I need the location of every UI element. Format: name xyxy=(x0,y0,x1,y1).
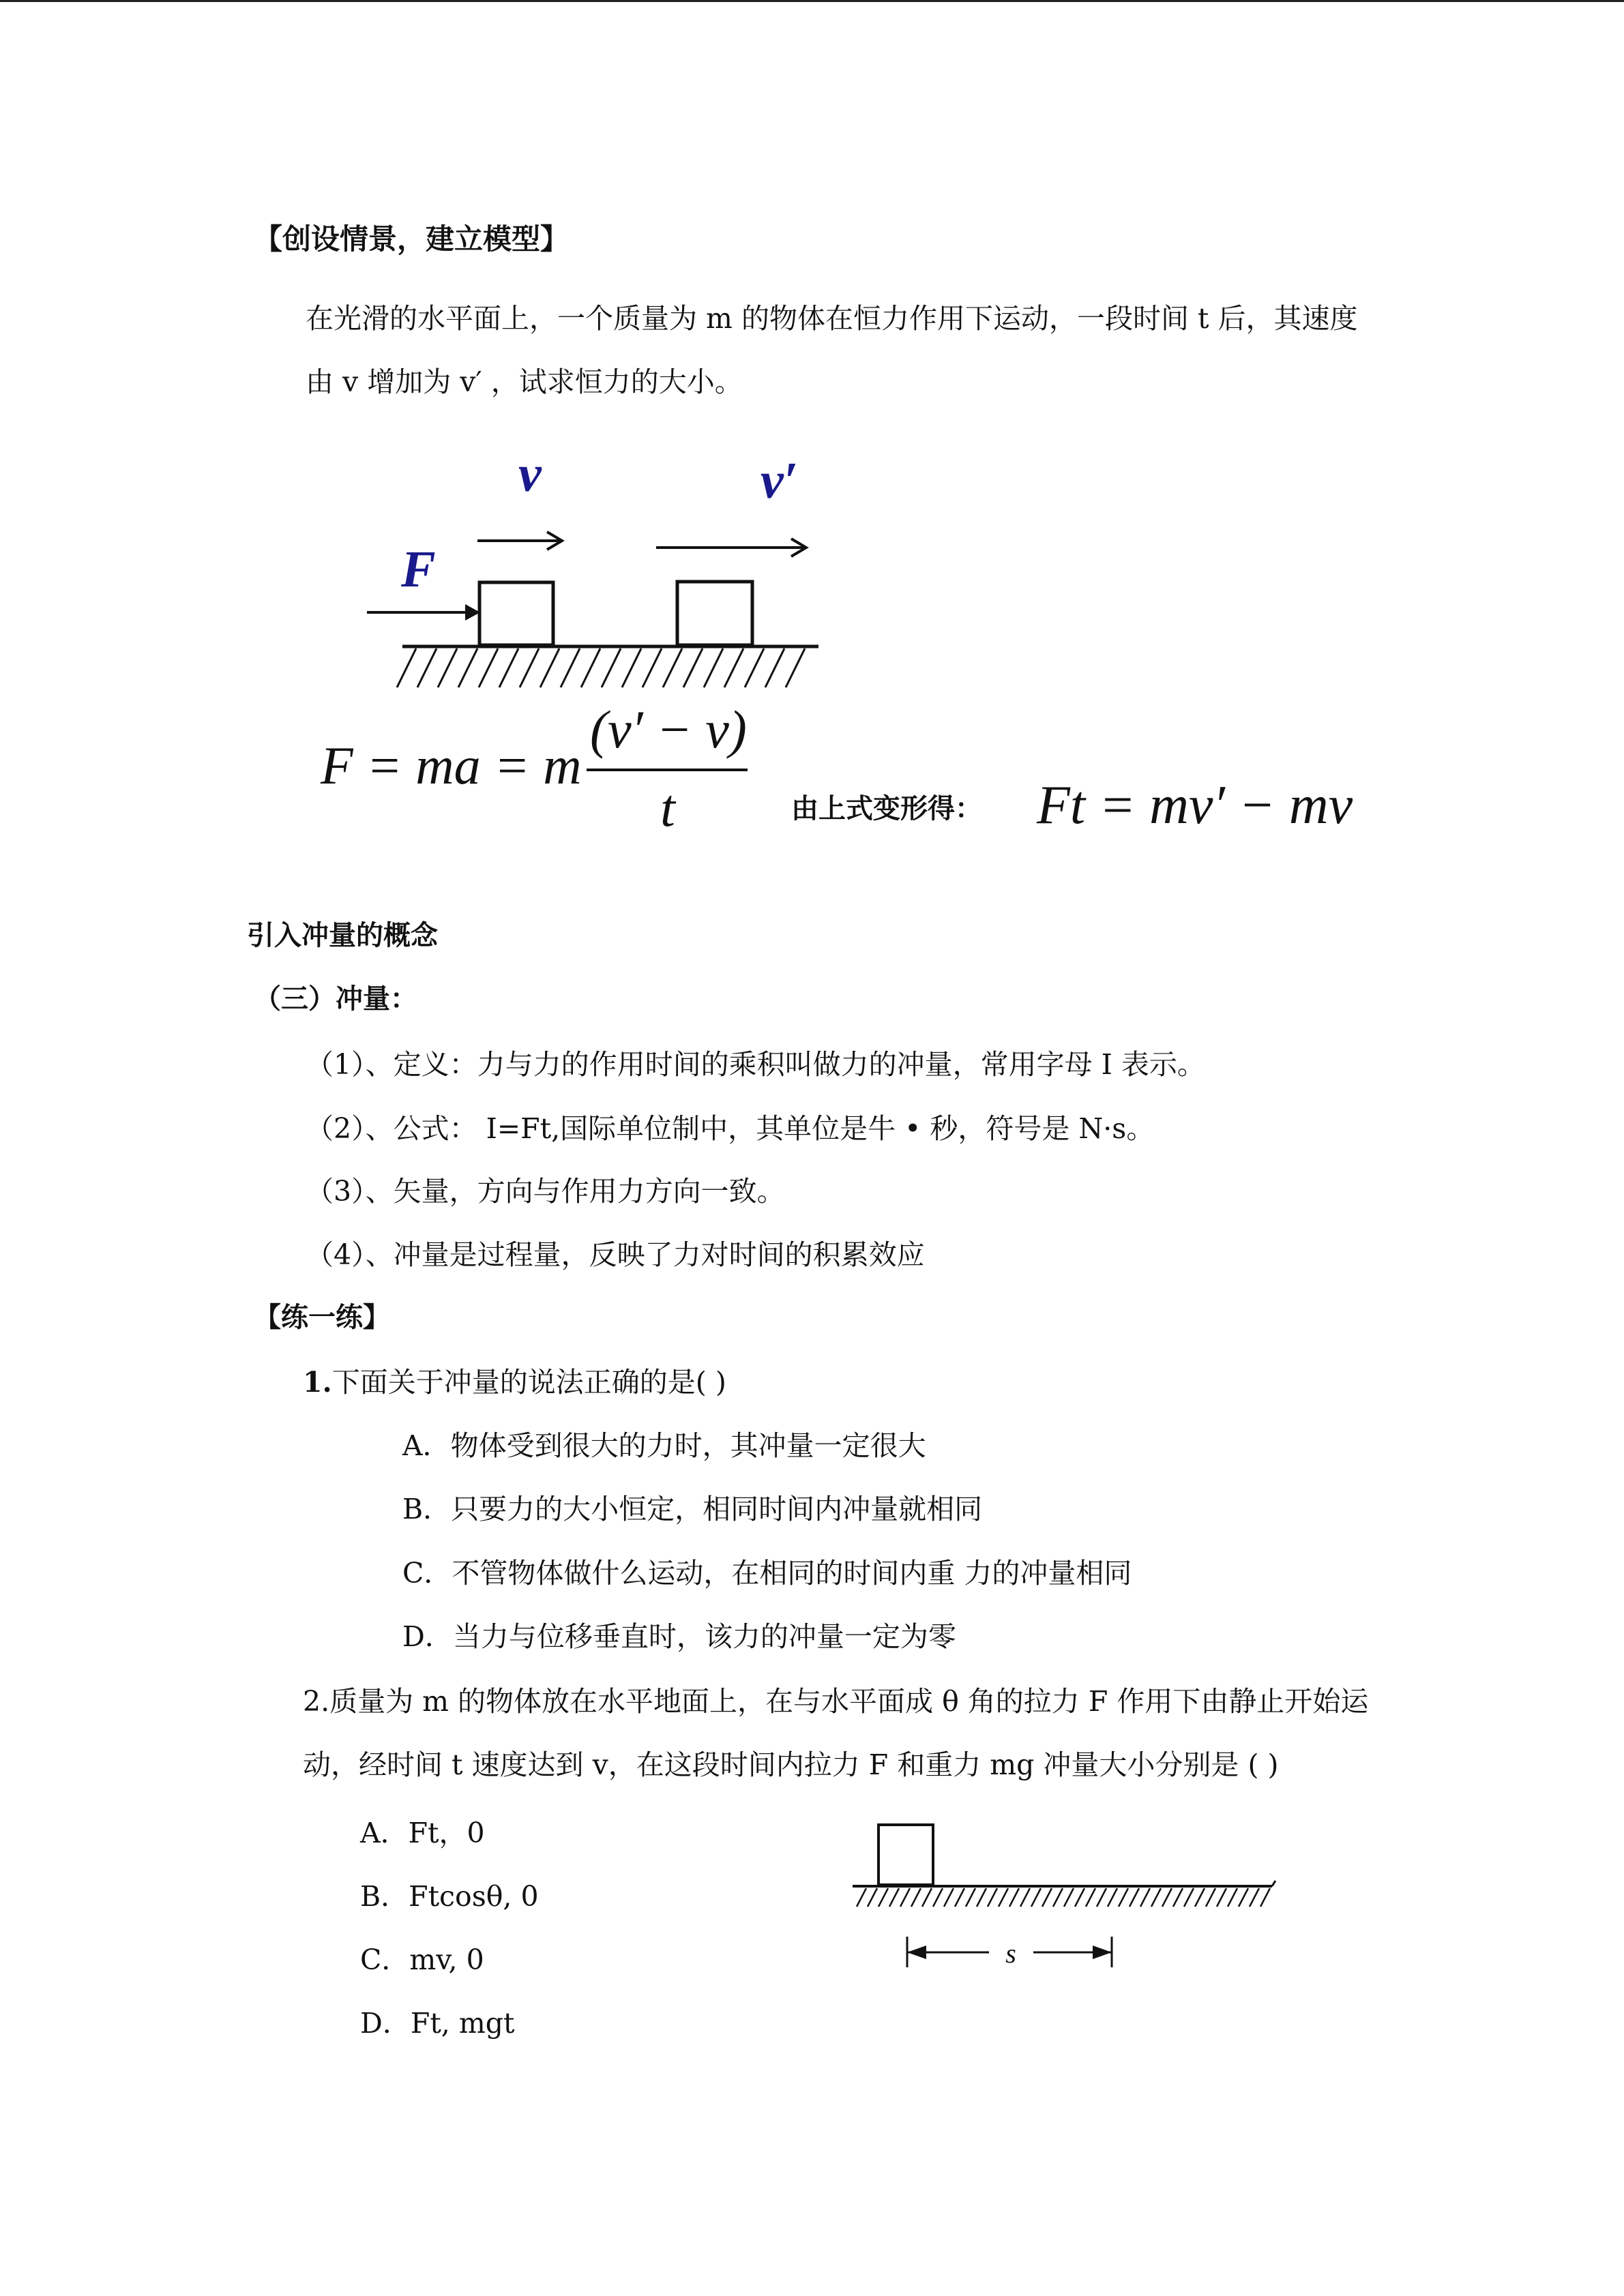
question-1 xyxy=(303,1360,726,1400)
formula-lhs: F = ma = m xyxy=(321,736,582,795)
question-1-stem: 下面关于冲量的说法正确的是( ) xyxy=(331,1366,726,1399)
fraction-bar xyxy=(587,769,748,771)
page-top-border xyxy=(0,0,1624,2)
displacement-label-s: s xyxy=(1005,1938,1016,1969)
q1-option-c: C．不管物体做什么运动，在相同的时间内重 力的冲量相同 xyxy=(402,1557,1132,1590)
impulse-point-2: （2）、公式： I=Ft,国际单位制中，其单位是牛 • 秒，符号是 N·s。 xyxy=(306,1112,1155,1145)
q2-option-a: A．Ft，0 xyxy=(360,1817,485,1849)
q2-option-d: D．Ft, mgt xyxy=(360,2007,515,2040)
impulse-point-4: （4）、冲量是过程量，反映了力对时间的积累效应 xyxy=(306,1238,925,1271)
problem-line-1: 在光滑的水平面上，一个质量为 m 的物体在恒力作用下运动，一段时间 t 后，其速度 xyxy=(306,302,1358,335)
velocity-label-v: v xyxy=(518,450,542,503)
transform-label: 由上式变形得： xyxy=(791,793,982,824)
ground-hatching xyxy=(857,1888,1270,1907)
force-block-diagram xyxy=(355,450,832,696)
practice-heading: 【练一练】 xyxy=(254,1302,390,1333)
block-initial xyxy=(479,582,553,645)
formula-numerator: (v′ − v) xyxy=(590,700,747,759)
force-label-F: F xyxy=(401,541,436,598)
question-2-line-2: 动，经时间 t 速度达到 v，在这段时间内拉力 F 和重力 mg 冲量大小分别是 ( ) xyxy=(303,1748,1279,1781)
block xyxy=(879,1825,933,1885)
impulse-title: （三）冲量： xyxy=(254,983,417,1015)
block-displacement-diagram xyxy=(846,1814,1282,1971)
velocity-label-v-prime: v′ xyxy=(761,452,799,509)
formula-result: Ft = mv′ − mv xyxy=(1037,775,1353,835)
question-1-number: 1. xyxy=(303,1366,332,1399)
formula-denominator: t xyxy=(660,778,675,837)
q1-option-a: A．物体受到很大的力时，其冲量一定很大 xyxy=(402,1429,926,1462)
impulse-point-3: （3）、矢量，方向与作用力方向一致。 xyxy=(306,1175,785,1208)
velocity-arrow-2 xyxy=(656,539,806,556)
block-final xyxy=(677,582,752,645)
section-heading-scenario: 【创设情景，建立模型】 xyxy=(254,222,570,256)
problem-line-2: 由 v 增加为 v′ ，试求恒力的大小。 xyxy=(306,366,743,398)
displacement-marker xyxy=(907,1937,1112,1969)
q1-option-b: B．只要力的大小恒定，相同时间内冲量就相同 xyxy=(402,1493,983,1525)
impulse-intro: 引入冲量的概念 xyxy=(247,920,438,951)
force-arrow xyxy=(367,604,480,621)
impulse-point-1: （1）、定义：力与力的作用时间的乘积叫做力的冲量，常用字母 I 表示。 xyxy=(306,1048,1205,1081)
q2-option-c: C．mv, 0 xyxy=(360,1943,484,1976)
question-2-line-1: 2.质量为 m 的物体放在水平地面上，在与水平面成 θ 角的拉力 F 作用下由静止开始运 xyxy=(303,1685,1369,1718)
q2-option-b: B．Ftcosθ, 0 xyxy=(360,1880,539,1913)
ground-hatching xyxy=(397,648,805,687)
q1-option-d: D．当力与位移垂直时，该力的冲量一定为零 xyxy=(402,1620,956,1653)
velocity-arrow-1 xyxy=(477,532,562,550)
